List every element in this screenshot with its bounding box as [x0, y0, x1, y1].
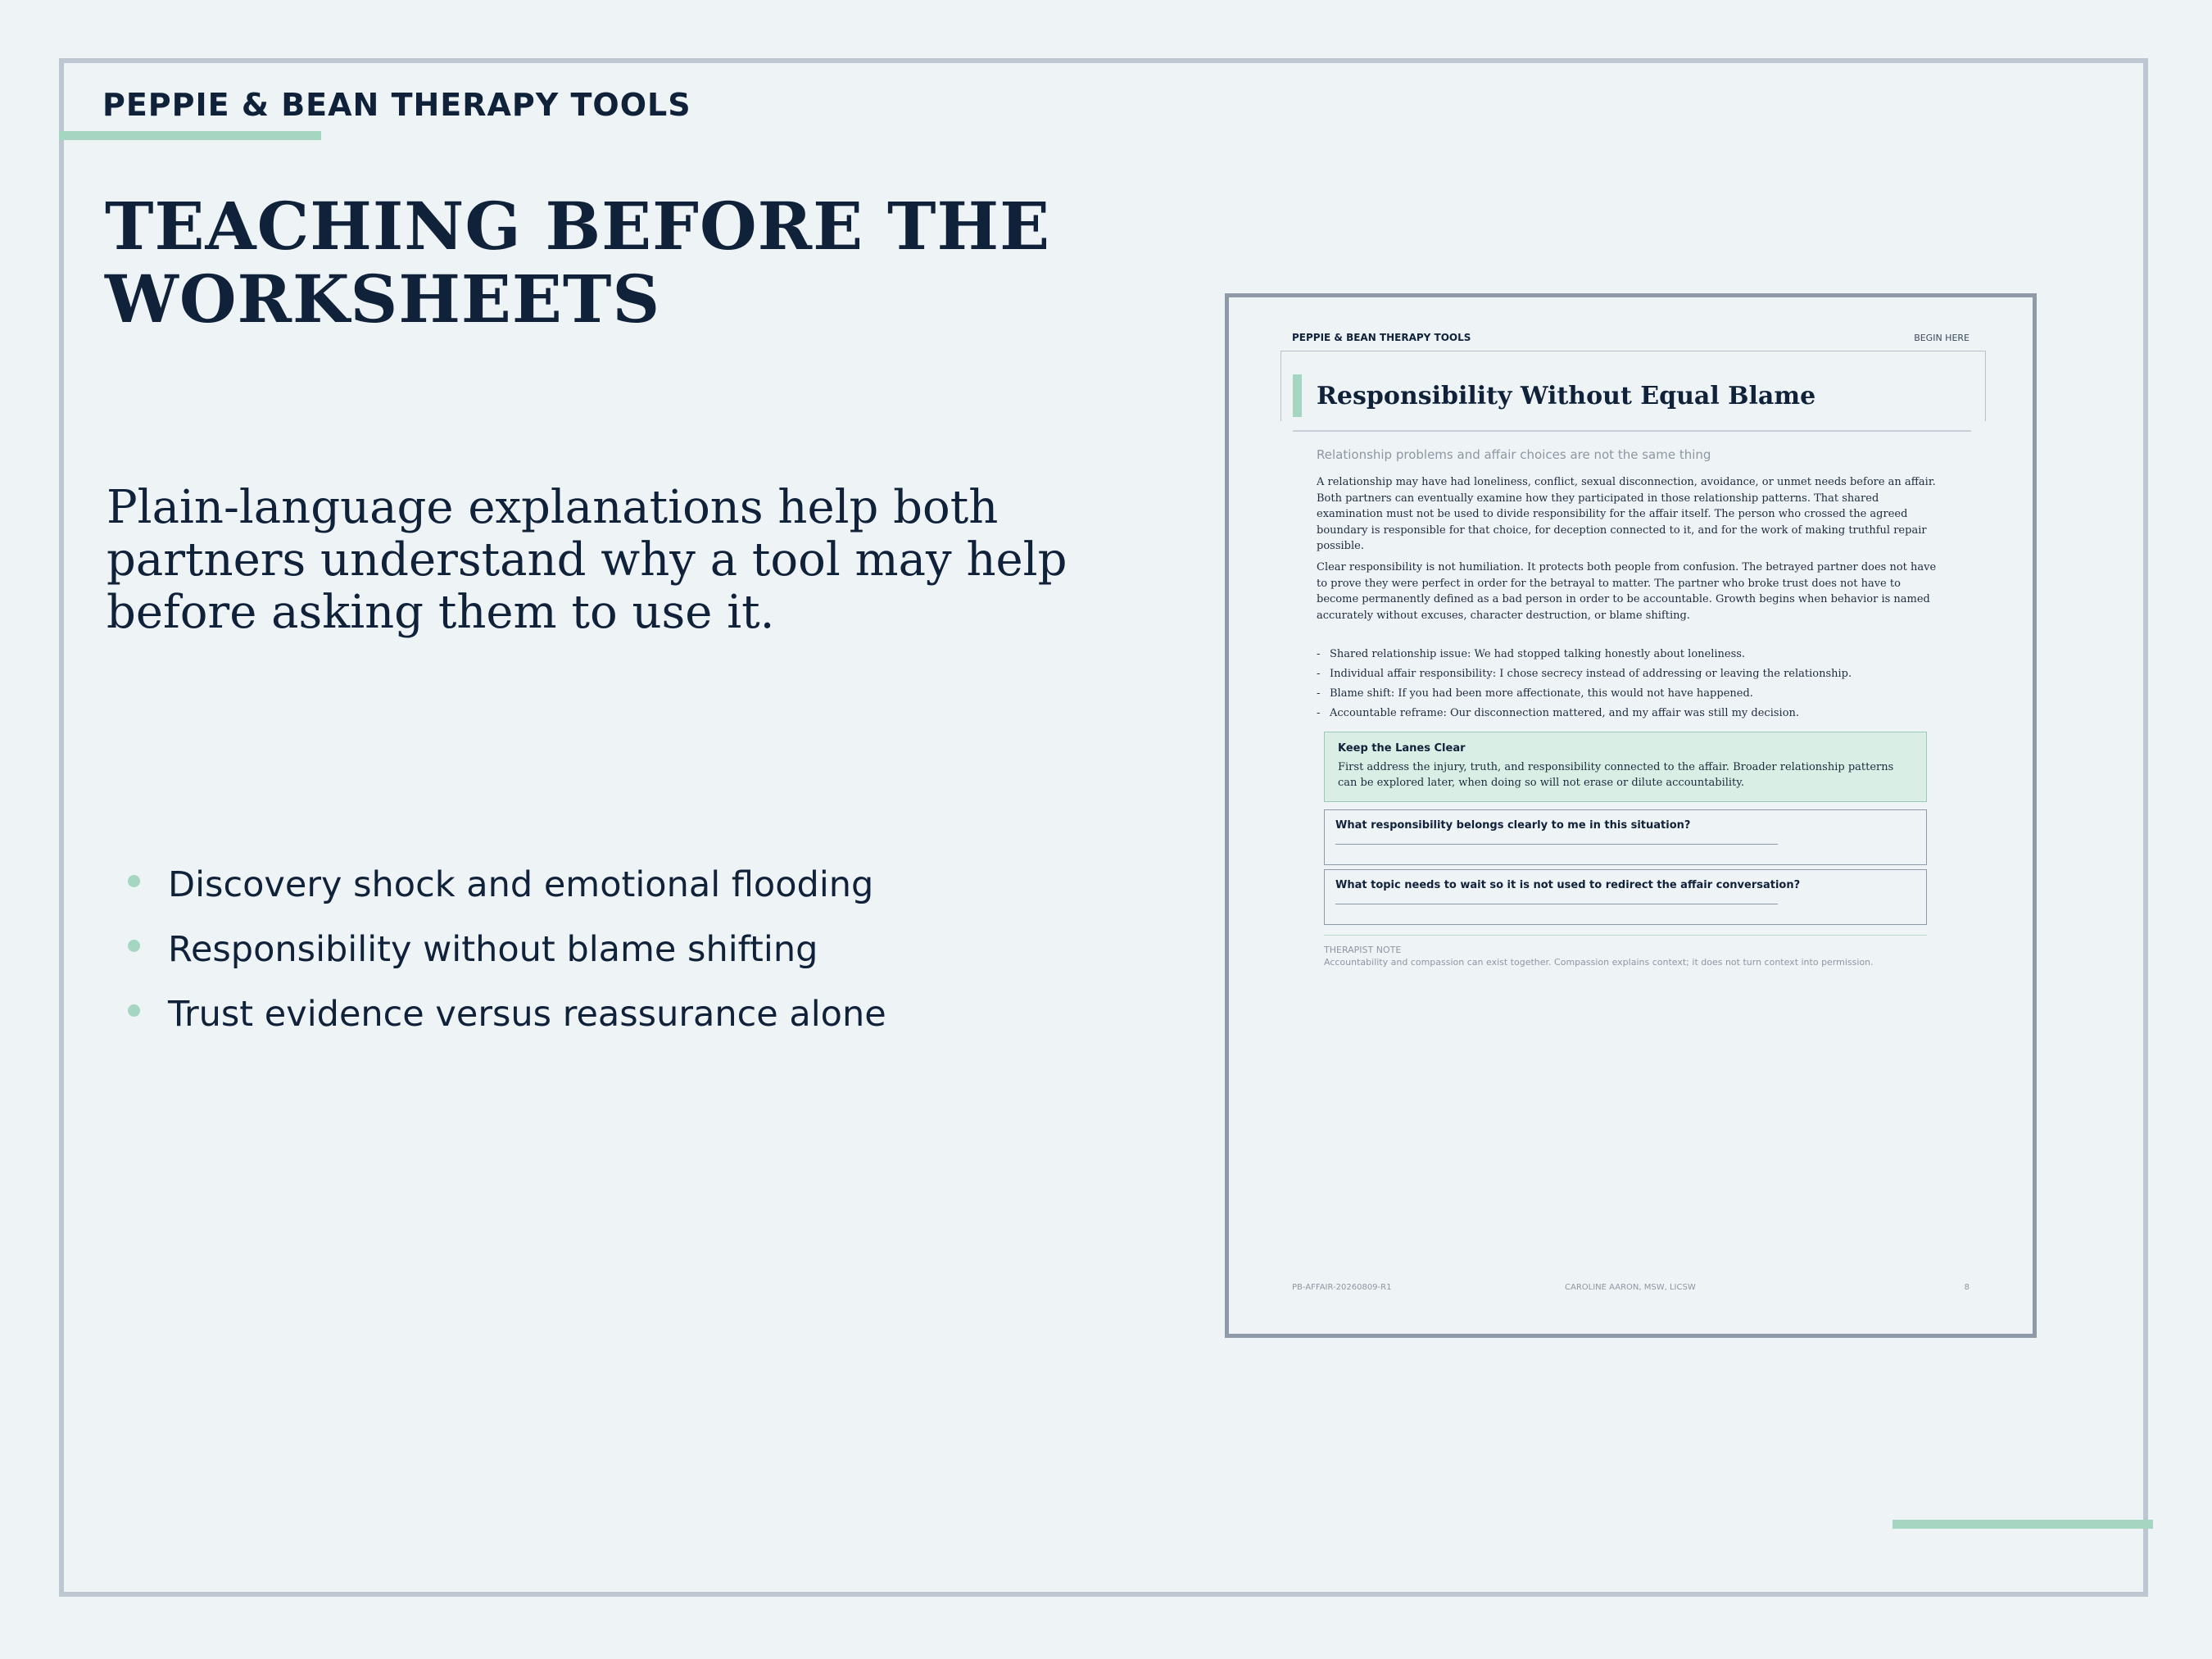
slide-subtitle: Plain-language explanations help both partners understand why a tool may help before asking them to use it. — [107, 481, 1067, 639]
worksheet-example-list — [1317, 648, 1852, 727]
therapist-note-divider — [1324, 935, 1927, 936]
slide-title: TEACHING BEFORE THE WORKSHEETS — [105, 188, 1051, 338]
worksheet-paragraph-1: A relationship may have had loneliness, conflict, sexual disconnection, avoidance, or unmet needs before an affair. Both partners can eventually examine how they participated in those relationship patterns. That shared examination must not be used to divide responsibility for the affair itself. The person who crossed the agreed boundary is responsible for that choice, for deception connected to it, and for the work of making truthful repair possible. — [1317, 476, 1936, 552]
accent-bar-top — [59, 131, 321, 140]
list-item: - Accountable reframe: Our disconnection mattered, and my affair was still my decision. — [1317, 707, 1800, 719]
bullet-dot-icon — [128, 940, 140, 952]
question-box-2 — [1324, 869, 1927, 925]
footer-page-number: 8 — [1964, 1283, 1969, 1292]
footer-author: CAROLINE AARON, MSW, LICSW — [1565, 1283, 1696, 1292]
worksheet-begin-label: BEGIN HERE — [1914, 333, 1969, 343]
list-item-text: Individual affair responsibility: I chose secrecy instead of addressing or leaving the relationship. — [1330, 668, 1852, 680]
worksheet-paragraph-2: Clear responsibility is not humiliation. It protects both people from confusion. The betrayed partner does not have to prove they were perfect in order for the betrayal to matter. The partner who broke trust does not have to become permanently defined as a bad person in order to be accountable. Growth begins when behavior is named accurately without excuses, character destruction, or blame shifting. — [1317, 561, 1937, 622]
answer-line-1 — [1335, 844, 1778, 845]
list-item: - Blame shift: If you had been more affectionate, this would not have happened. — [1317, 687, 1753, 700]
question-box-1 — [1324, 809, 1927, 865]
callout-box — [1324, 732, 1927, 802]
bullet-item — [121, 852, 886, 917]
list-item-text: Shared relationship issue: We had stopped talking honestly about loneliness. — [1330, 648, 1746, 660]
bullet-text: Trust evidence versus reassurance alone — [168, 993, 886, 1035]
callout-title: Keep the Lanes Clear — [1338, 742, 1466, 755]
worksheet-brand: PEPPIE & BEAN THERAPY TOOLS — [1292, 332, 1471, 343]
worksheet-subtitle: Relationship problems and affair choices are not the same thing — [1317, 447, 1711, 462]
worksheet-title-accent — [1293, 374, 1302, 417]
question-1-text: What responsibility belongs clearly to me in this situation? — [1335, 819, 1691, 832]
bullet-dot-icon — [128, 1004, 140, 1017]
bullet-dot-icon — [128, 875, 140, 887]
bullet-item — [121, 917, 886, 981]
worksheet-title: Responsibility Without Equal Blame — [1317, 382, 1816, 410]
callout-body: First address the injury, truth, and responsibility connected to the affair. Broader relationship patterns can be explored later, when doing so will not erase or dilute accountability. — [1338, 761, 1894, 789]
list-item-text: Accountable reframe: Our disconnection mattered, and my affair was still my decision. — [1330, 707, 1800, 719]
bullet-text: Discovery shock and emotional flooding — [168, 863, 874, 905]
brand-name: PEPPIE & BEAN THERAPY TOOLS — [102, 87, 691, 123]
therapist-note-text: Accountability and compassion can exist together. Compassion explains context; it does not turn context into permission. — [1324, 957, 1874, 968]
list-item-text: Blame shift: If you had been more affectionate, this would not have happened. — [1330, 687, 1753, 700]
bullet-list — [121, 852, 886, 1046]
footer-code: PB-AFFAIR-20260809-R1 — [1292, 1283, 1392, 1292]
accent-bar-bottom — [1892, 1520, 2153, 1529]
question-2-text: What topic needs to wait so it is not used to redirect the affair conversation? — [1335, 879, 1801, 891]
bullet-text: Responsibility without blame shifting — [168, 928, 818, 970]
worksheet-preview — [1225, 293, 2037, 1338]
therapist-note-label: THERAPIST NOTE — [1324, 945, 1402, 955]
list-item: - Shared relationship issue: We had stopped talking honestly about loneliness. — [1317, 648, 1746, 660]
worksheet-title-divider — [1293, 430, 1971, 432]
list-item: - Individual affair responsibility: I chose secrecy instead of addressing or leaving the relationship. — [1317, 668, 1852, 680]
bullet-item — [121, 981, 886, 1046]
